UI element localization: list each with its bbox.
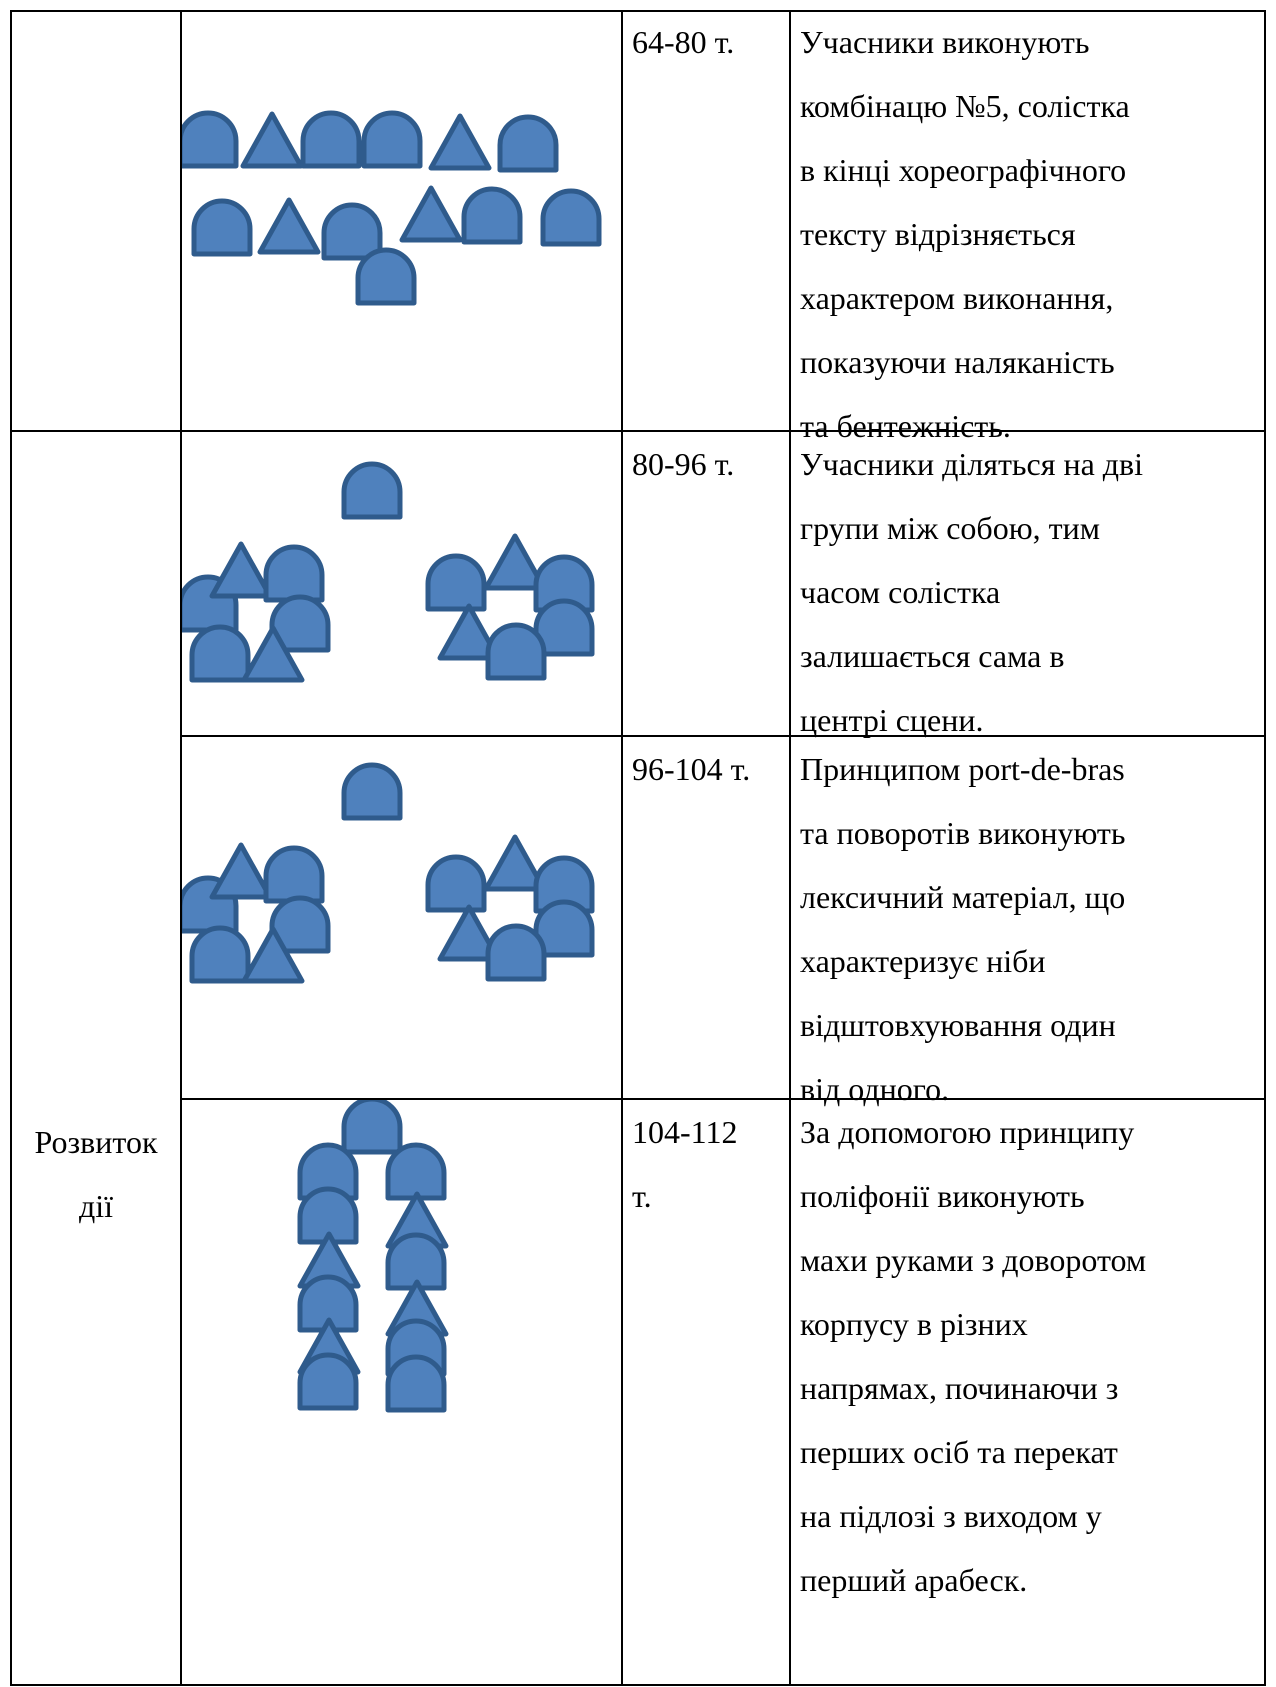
dancer-arch-icon	[358, 250, 414, 303]
dancer-arch-icon	[344, 765, 400, 818]
col-border-left	[10, 10, 12, 1686]
formation-diagram-row-1	[182, 12, 621, 430]
bars-cell-row-4	[632, 1100, 737, 1228]
description-line: показуючи наляканість	[800, 344, 1115, 380]
soloist-triangle-icon	[431, 116, 489, 168]
dancer-arch-icon	[388, 1357, 444, 1410]
dancer-arch-icon	[192, 928, 248, 981]
soloist-triangle-icon	[212, 845, 270, 897]
bars-cell-row-1: 64-80 т.	[632, 24, 735, 60]
description-cell-row-3	[800, 737, 1126, 1121]
dancer-arch-icon	[192, 627, 248, 680]
description-line: характером виконання,	[800, 280, 1114, 316]
description-line: та бентежність.	[800, 408, 1011, 444]
dancer-arch-icon	[344, 1100, 400, 1152]
description-line: перших осіб та перекат	[800, 1434, 1118, 1470]
dancer-arch-icon	[266, 547, 322, 600]
soloist-triangle-icon	[212, 544, 270, 596]
description-line: корпусу в різних	[800, 1306, 1028, 1342]
section-label	[12, 1100, 180, 1238]
formation-diagram-row-4	[182, 1100, 621, 1684]
description-line: комбінацю №5, солістка	[800, 88, 1130, 124]
soloist-triangle-icon	[402, 188, 460, 240]
description-line: та поворотів виконують	[800, 815, 1126, 851]
description-line: махи руками з доворотом	[800, 1242, 1147, 1278]
dancer-arch-icon	[500, 117, 556, 170]
dancer-arch-icon	[388, 1145, 444, 1198]
description-line: залишається сама в	[800, 638, 1065, 674]
description-line: центрі сцени.	[800, 702, 984, 738]
description-line: поліфонії виконують	[800, 1178, 1085, 1214]
dancer-arch-icon	[488, 926, 544, 979]
dancer-arch-icon	[428, 857, 484, 910]
soloist-triangle-icon	[243, 114, 301, 166]
section-label-line-1: Розвиток	[34, 1124, 158, 1160]
description-cell-row-1	[800, 10, 1130, 458]
description-line: напрямах, починаючи з	[800, 1370, 1119, 1406]
description-cell-row-4	[800, 1100, 1146, 1612]
formation-diagram-row-3	[182, 737, 621, 1098]
dancer-arch-icon	[364, 113, 420, 166]
bars-cell-row-4-line-1: 104-112	[632, 1114, 738, 1150]
description-line: Учасники виконують	[800, 24, 1090, 60]
dancer-arch-icon	[344, 464, 400, 517]
col-border-right	[1264, 10, 1266, 1686]
bars-cell-row-4-line-2: т.	[632, 1178, 652, 1214]
table-bottom-border	[10, 1684, 1266, 1686]
dancer-arch-icon	[182, 113, 236, 166]
dancer-arch-icon	[464, 189, 520, 242]
soloist-triangle-icon	[260, 200, 318, 252]
description-line: від одного.	[800, 1071, 950, 1107]
formation-diagram-row-2	[182, 432, 621, 735]
bars-cell-row-3: 96-104 т.	[632, 751, 751, 787]
bars-cell-row-2: 80-96 т.	[632, 446, 735, 482]
description-line: групи між собою, тим	[800, 510, 1100, 546]
description-line: характеризує ніби	[800, 943, 1046, 979]
dancer-arch-icon	[300, 1355, 356, 1408]
description-line: відштовхуювання один	[800, 1007, 1116, 1043]
dancer-arch-icon	[488, 625, 544, 678]
dancer-arch-icon	[324, 205, 380, 258]
col-border-3	[789, 10, 791, 1686]
dancer-arch-icon	[428, 556, 484, 609]
description-line: перший арабеск.	[800, 1562, 1028, 1598]
section-label-line-2: дії	[78, 1188, 114, 1224]
description-line: часом солістка	[800, 574, 1001, 610]
description-line: Принципом port-de-bras	[800, 751, 1125, 787]
dancer-arch-icon	[266, 848, 322, 901]
col-border-2	[621, 10, 623, 1686]
dancer-arch-icon	[303, 113, 359, 166]
description-line: лексичний матеріал, що	[800, 879, 1126, 915]
description-cell-row-2	[800, 432, 1143, 752]
description-line: на підлозі з виходом у	[800, 1498, 1102, 1534]
dancer-arch-icon	[543, 191, 599, 244]
description-line: Учасники діляться на дві	[800, 446, 1144, 482]
description-line: За допомогою принципу	[800, 1114, 1135, 1150]
description-line: в кінці хореографічного	[800, 152, 1127, 188]
description-line: тексту відрізняється	[800, 216, 1076, 252]
dancer-arch-icon	[194, 201, 250, 254]
